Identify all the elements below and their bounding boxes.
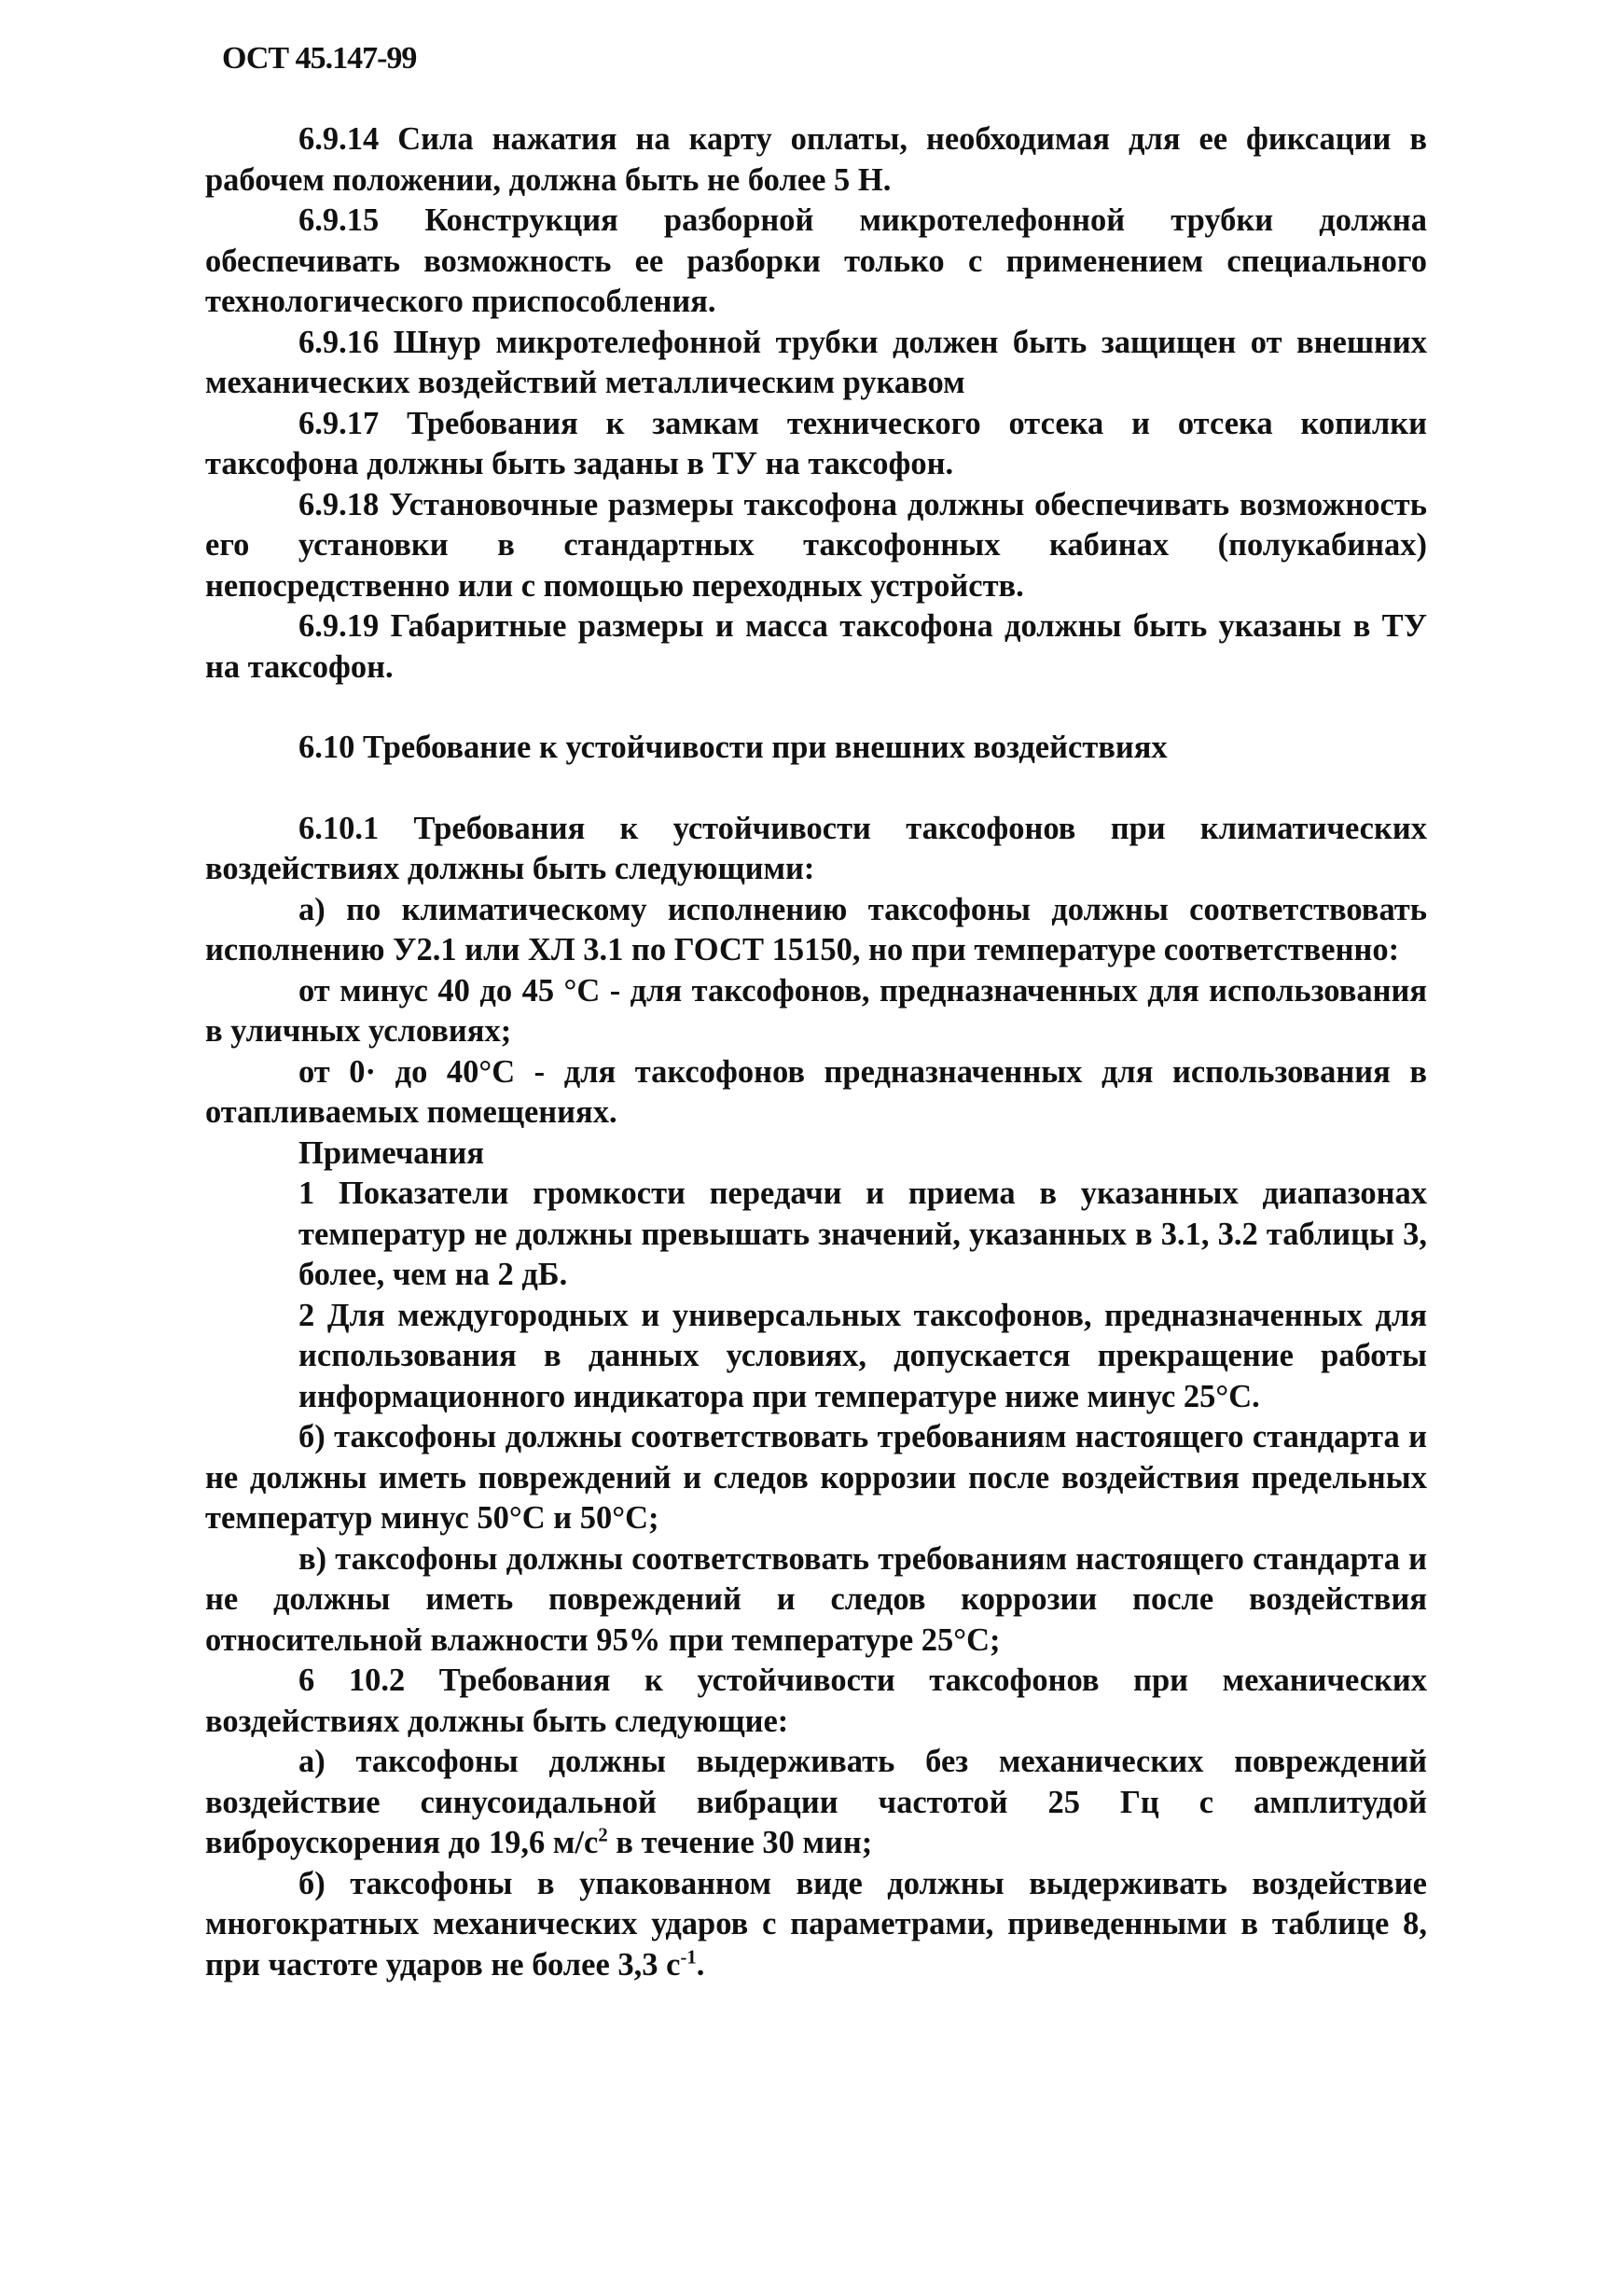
item-text: б) таксофоны в упакованном виде должны выдерживать воздействие многократных механических ударов с параметрами, приведенными в таблице 8, при частоте ударов не более 3,3 с (205, 1865, 1427, 1983)
notes-title: Примечания (298, 1134, 484, 1171)
clause-6-9-16 (205, 323, 1427, 404)
item-text: а) таксофоны должны выдерживать без механических повреждений воздействие синусоидальной вибрации частотой 25 Гц с амплитудой виброускорения до 19,6 м/с (205, 1744, 1427, 1860)
clause-number: 6.9.14 (298, 121, 380, 157)
clause-6-9-15 (205, 201, 1427, 323)
clause-6-10-2 (205, 1661, 1427, 1742)
clause-item-v: в) таксофоны должны соответствовать требованиям настоящего стандарта и не должны иметь повреждений и следов коррозии после воздействия относительной влажности 95% при температуре 25°С; (205, 1540, 1427, 1658)
clause-number: 6 10.2 (298, 1663, 406, 1698)
clause-text: Установочные размеры таксофона должны обеспечивать возможность его установки в стандартных таксофонных кабинах (полукабинах) непосредственно или с помощью переходных устройств. (205, 486, 1427, 604)
temperature-range-indoor: от 0· до 40°С - для таксофонов предназначенных для использования в отапливаемых помещениях. (205, 1053, 1427, 1130)
superscript: 2 (598, 1825, 608, 1846)
clause-6-10-1 (205, 809, 1427, 890)
clause-6-9-19 (205, 606, 1427, 688)
document-body (205, 119, 1427, 1985)
section-title: Требование к устойчивости при внешних воздействиях (363, 730, 1168, 765)
clause-2-item-b (205, 1864, 1427, 1986)
clause-number: 6.10.1 (298, 810, 380, 846)
clause-text: Габаритные размеры и масса таксофона должны быть указаны в ТУ на таксофон. (205, 608, 1428, 685)
clause-item-b: б) таксофоны должны соответствовать требованиям настоящего стандарта и не должны иметь повреждений и следов коррозии после воздействия предельных температур минус 50°С и 50°С; (205, 1419, 1427, 1536)
clause-number: 6.9.19 (298, 608, 380, 644)
note-2: 2 Для междугородных и универсальных таксофонов, предназначенных для использования в данных условиях, допускается прекращение работы информационного индикатора при температуре ниже минус 25°С. (298, 1297, 1427, 1414)
clause-6-9-14 (205, 119, 1427, 201)
clause-text: Шнур микротелефонной трубки должен быть защищен от внешних механических воздействий металлическим рукавом (205, 324, 1428, 400)
clause-6-9-18 (205, 485, 1427, 607)
clause-item-a: а) по климатическому исполнению таксофоны должны соответствовать исполнению У2.1 или ХЛ 3.1 по ГОСТ 15150, но при температуре соответственно: (205, 891, 1427, 967)
item-text-end: в течение 30 мин; (607, 1825, 873, 1860)
clause-number: 6.9.16 (298, 324, 380, 360)
document-code: ОСТ 45.147-99 (222, 41, 417, 76)
temperature-range-outdoor: от минус 40 до 45 °С - для таксофонов, предназначенных для использования в уличных условиях; (205, 972, 1427, 1049)
section-heading (205, 728, 1427, 769)
clause-number: 6.9.18 (298, 486, 380, 522)
superscript: -1 (680, 1947, 697, 1968)
clause-number: 6.9.15 (298, 202, 380, 238)
clause-number: 6.9.17 (298, 405, 380, 441)
clause-text: Требования к устойчивости таксофонов при механических воздействиях должны быть следующие: (205, 1663, 1428, 1739)
clause-text: Требования к замкам технического отсека и отсека копилки таксофона должны быть заданы в ТУ на таксофон. (205, 405, 1428, 481)
section-number: 6.10 (298, 730, 355, 765)
clause-2-item-a (205, 1742, 1427, 1864)
notes-block (205, 1134, 1427, 1418)
clause-text: Требования к устойчивости таксофонов при климатических воздействиях должны быть следующими: (205, 810, 1427, 886)
clause-6-9-17 (205, 404, 1427, 485)
item-text-end: . (696, 1946, 705, 1983)
clause-text: Конструкция разборной микротелефонной трубки должна обеспечивать возможность ее разборки только с применением специального технологического приспособления. (205, 202, 1428, 319)
clause-text: Сила нажатия на карту оплаты, необходимая для ее фиксации в рабочем положении, должна быть не более 5 Н. (205, 121, 1428, 198)
note-1: 1 Показатели громкости передачи и приема в указанных диапазонах температур не должны превышать значений, указанных в 3.1, 3.2 таблицы 3, более, чем на 2 дБ. (298, 1176, 1427, 1292)
